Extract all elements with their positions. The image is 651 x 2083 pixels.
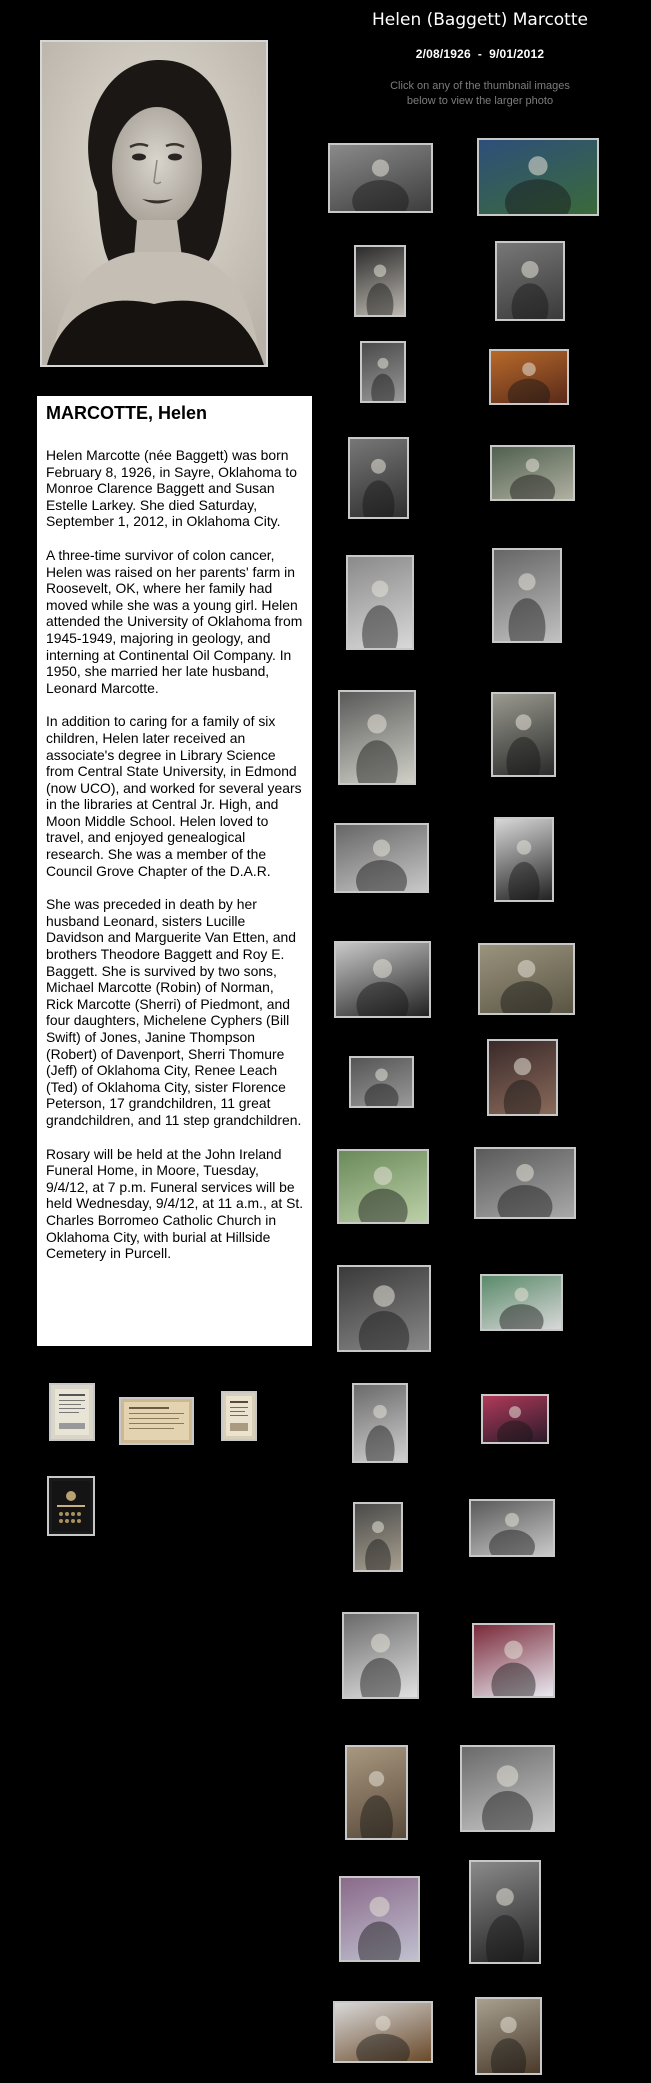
photo-thumbnail-4-image bbox=[497, 243, 563, 319]
life-dates bbox=[320, 47, 640, 61]
photo-thumbnail-33-image bbox=[335, 2003, 431, 2061]
photo-thumbnail-2-image bbox=[479, 140, 597, 214]
obituary-paragraph-family: She was preceded in death by her husband Leonard, sisters Lucille Davidson and Marguerite Van Etten, and brothers Theodore Baggett and Roy E. Baggett. She is survived by two sons, Michael Marcotte (Robin) of Norman, Rick Marcotte (Sherri) of Piedmont, and four daughters, Michelene Cyphers (Bill Swift) of Jones, Janine Thompson (Robert) of Davenport, Sherri Thomure (Jeff) of Oklahoma City, Renee Leach (Ted) of Oklahoma City, sister Florence Peterson, 17 grandchildren, 11 great grandchildren, and 11 step grandchildren. bbox=[46, 896, 302, 1128]
photo-thumbnail-29[interactable] bbox=[345, 1745, 408, 1840]
photo-thumbnail-12-image bbox=[493, 694, 554, 775]
photo-thumbnail-34[interactable] bbox=[475, 1997, 542, 2075]
photo-thumbnail-18-image bbox=[489, 1041, 556, 1114]
photo-thumbnail-11[interactable] bbox=[338, 690, 416, 785]
photo-thumbnail-21[interactable] bbox=[337, 1265, 431, 1352]
photo-thumbnail-25[interactable] bbox=[353, 1502, 403, 1572]
photo-thumbnail-34-image bbox=[477, 1999, 540, 2073]
photo-thumbnail-29-image bbox=[347, 1747, 406, 1838]
document-thumbnail-2-image bbox=[121, 1399, 192, 1443]
portrait-image bbox=[42, 42, 266, 365]
photo-thumbnail-14-image bbox=[496, 819, 552, 900]
photo-thumbnail-23[interactable] bbox=[352, 1383, 408, 1463]
photo-thumbnail-25-image bbox=[355, 1504, 401, 1570]
photo-thumbnail-15[interactable] bbox=[334, 941, 431, 1018]
photo-thumbnail-9-image bbox=[348, 557, 412, 648]
date-separator: - bbox=[477, 47, 483, 61]
photo-thumbnail-8-image bbox=[492, 447, 573, 499]
photo-thumbnail-10-image bbox=[494, 550, 560, 641]
photo-thumbnail-6[interactable] bbox=[489, 349, 569, 405]
photo-thumbnail-27[interactable] bbox=[342, 1612, 419, 1699]
photo-thumbnail-28[interactable] bbox=[472, 1623, 555, 1698]
photo-thumbnail-12[interactable] bbox=[491, 692, 556, 777]
page-title: Helen (Baggett) Marcotte bbox=[372, 10, 588, 30]
instructions-line-2: below to view the larger photo bbox=[406, 95, 554, 107]
obituary-paragraph-career: In addition to caring for a family of six children, Helen later received an associate's degree in Library Science from Central State University, in Edmond (now UCO), and worked for several years in the libraries at Central Jr. High, and Moon Middle School. Helen loved to travel, and enjoyed genealogical research. She was a member of the Council Grove Chapter of the D.A.R. bbox=[46, 713, 302, 879]
photo-thumbnail-14[interactable] bbox=[494, 817, 554, 902]
photo-thumbnail-11-image bbox=[340, 692, 414, 783]
photo-thumbnail-8[interactable] bbox=[490, 445, 575, 501]
photo-thumbnail-6-image bbox=[491, 351, 567, 403]
photo-thumbnail-31-image bbox=[341, 1878, 418, 1960]
photo-thumbnail-22-image bbox=[482, 1276, 561, 1329]
photo-thumbnail-20-image bbox=[476, 1149, 574, 1217]
photo-thumbnail-27-image bbox=[344, 1614, 417, 1697]
obituary-paragraph-services: Rosary will be held at the John Ireland Funeral Home, in Moore, Tuesday, 9/4/12, at 7 p.m. Funeral services will be held Wednesday, 9/4/12, at 11 a.m., at St. Charles Borromeo Catholic Church in Oklahoma City, with burial at Hillside Cemetery in Purcell. bbox=[46, 1145, 304, 1262]
photo-thumbnail-15-image bbox=[336, 943, 429, 1016]
photo-thumbnail-20[interactable] bbox=[474, 1147, 576, 1219]
photo-thumbnail-26-image bbox=[471, 1501, 553, 1555]
photo-thumbnail-32-image bbox=[471, 1862, 539, 1962]
photo-thumbnail-23-image bbox=[354, 1385, 406, 1461]
photo-thumbnail-1[interactable] bbox=[328, 143, 433, 213]
obituary-paragraph-birth: Helen Marcotte (née Baggett) was born February 8, 1926, in Sayre, Oklahoma to Monroe Clarence Baggett and Susan Estelle Larkey. She died Saturday, September 1, 2012, in Oklahoma City. bbox=[46, 447, 297, 530]
photo-thumbnail-28-image bbox=[474, 1625, 553, 1696]
obituary-heading: MARCOTTE, Helen bbox=[46, 403, 208, 423]
photo-thumbnail-24-image bbox=[483, 1396, 547, 1442]
photo-thumbnail-10[interactable] bbox=[492, 548, 562, 643]
document-thumbnail-3[interactable] bbox=[221, 1391, 257, 1441]
photo-thumbnail-5[interactable] bbox=[360, 341, 406, 403]
portrait-photo[interactable] bbox=[40, 40, 268, 367]
photo-thumbnail-13-image bbox=[336, 825, 427, 891]
document-thumbnail-4-image bbox=[49, 1478, 93, 1534]
photo-thumbnail-13[interactable] bbox=[334, 823, 429, 893]
photo-thumbnail-17[interactable] bbox=[349, 1056, 414, 1108]
thumbnail-instructions bbox=[330, 79, 630, 109]
photo-thumbnail-17-image bbox=[351, 1058, 412, 1106]
photo-thumbnail-1-image bbox=[330, 145, 431, 211]
photo-thumbnail-16-image bbox=[480, 945, 573, 1013]
photo-thumbnail-21-image bbox=[339, 1267, 429, 1350]
obituary-paragraph-life: A three-time survivor of colon cancer, Helen was raised on her parents' farm in Roosevelt, OK, where her family had moved while she was a young girl. Helen attended the University of Oklahoma from 1945-1949, majoring in geology, and interning at Continental Oil Company. In 1950, she married her late husband, Leonard Marcotte. bbox=[46, 546, 303, 696]
photo-thumbnail-32[interactable] bbox=[469, 1860, 541, 1964]
photo-thumbnail-4[interactable] bbox=[495, 241, 565, 321]
photo-thumbnail-19[interactable] bbox=[337, 1149, 429, 1224]
photo-thumbnail-18[interactable] bbox=[487, 1039, 558, 1116]
document-thumbnail-1[interactable] bbox=[49, 1383, 95, 1441]
document-thumbnail-2[interactable] bbox=[119, 1397, 194, 1445]
document-thumbnail-3-image bbox=[223, 1393, 255, 1439]
photo-thumbnail-33[interactable] bbox=[333, 2001, 433, 2063]
photo-thumbnail-22[interactable] bbox=[480, 1274, 563, 1331]
photo-thumbnail-24[interactable] bbox=[481, 1394, 549, 1444]
photo-thumbnail-7-image bbox=[350, 439, 407, 517]
photo-thumbnail-19-image bbox=[339, 1151, 427, 1222]
birth-date: 2/08/1926 bbox=[415, 47, 471, 61]
photo-thumbnail-9[interactable] bbox=[346, 555, 414, 650]
photo-thumbnail-2[interactable] bbox=[477, 138, 599, 216]
photo-thumbnail-30[interactable] bbox=[460, 1745, 555, 1832]
photo-thumbnail-31[interactable] bbox=[339, 1876, 420, 1962]
document-thumbnail-4[interactable] bbox=[47, 1476, 95, 1536]
photo-thumbnail-5-image bbox=[362, 343, 404, 401]
instructions-line-1: Click on any of the thumbnail images bbox=[390, 80, 570, 92]
photo-thumbnail-7[interactable] bbox=[348, 437, 409, 519]
photo-thumbnail-30-image bbox=[462, 1747, 553, 1830]
photo-thumbnail-3-image bbox=[356, 247, 404, 315]
death-date: 9/01/2012 bbox=[489, 47, 545, 61]
photo-thumbnail-16[interactable] bbox=[478, 943, 575, 1015]
document-thumbnail-1-image bbox=[51, 1385, 93, 1439]
obituary-panel bbox=[37, 396, 312, 1346]
photo-thumbnail-3[interactable] bbox=[354, 245, 406, 317]
photo-thumbnail-26[interactable] bbox=[469, 1499, 555, 1557]
